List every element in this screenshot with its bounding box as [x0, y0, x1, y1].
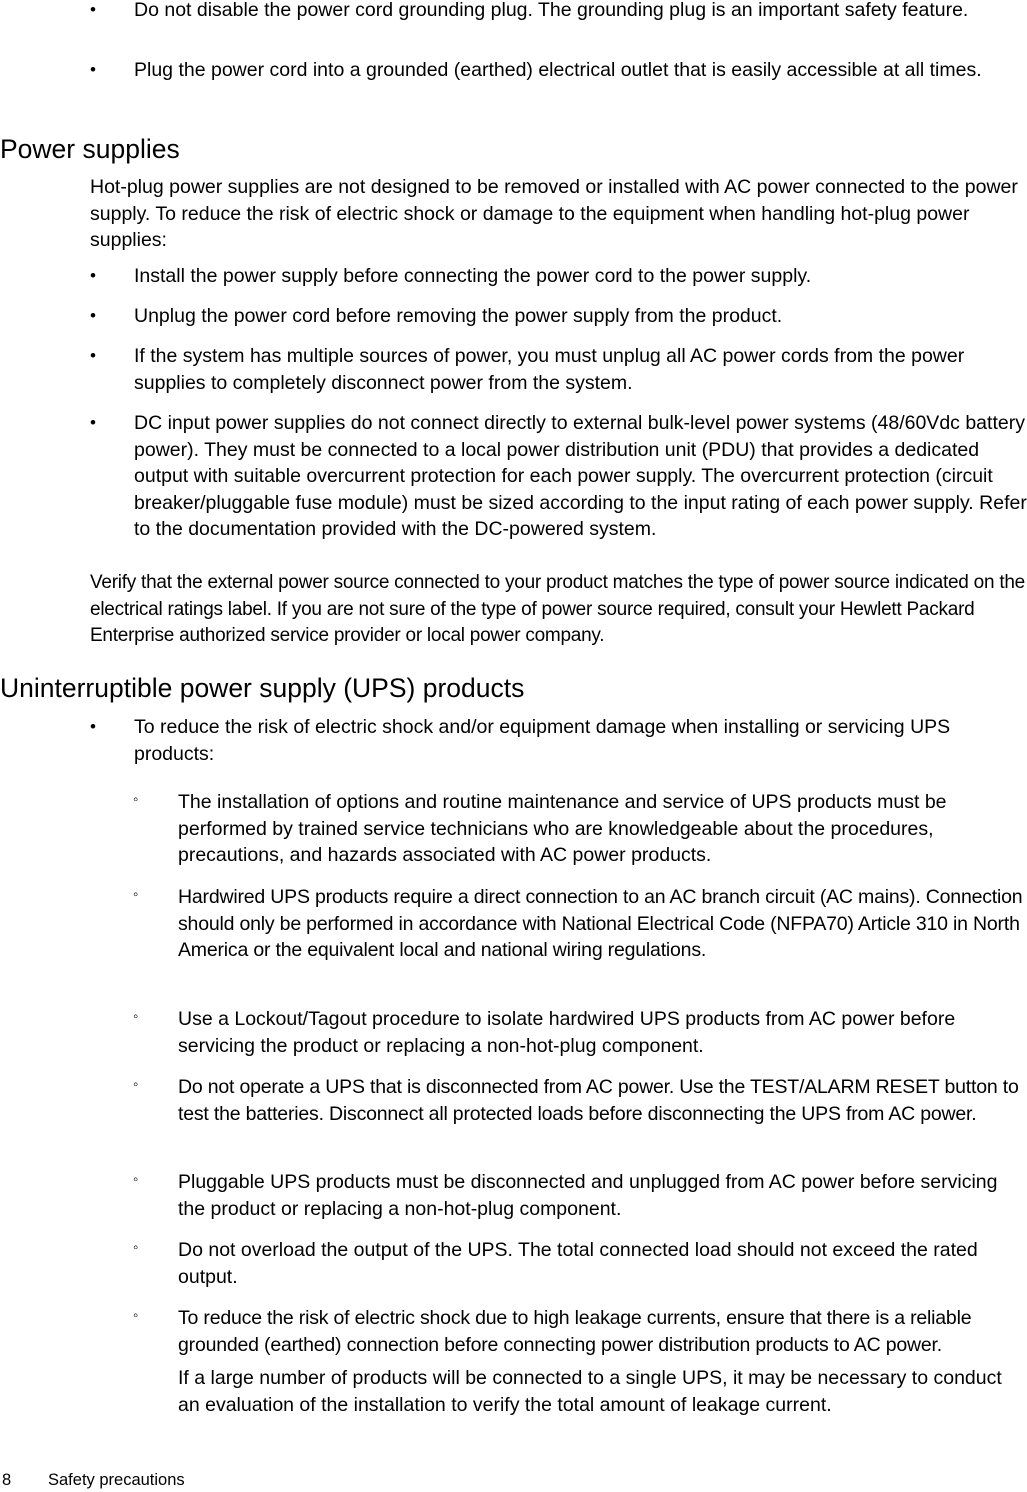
bullet-marker: •	[90, 306, 96, 325]
power-supplies-closing: Verify that the external power source connected to your product matches the type of power source indicated on the electrical ratings label. If you are not sure of the type of power source required, consult your Hewlett Packard Enterprise authorized service provider or local power company.	[90, 572, 1025, 646]
bullet-text: To reduce the risk of electric shock and/or equipment damage when installing or servicing UPS products:	[134, 716, 951, 765]
list-item	[0, 410, 1027, 543]
bullet-text: If the system has multiple sources of power, you must unplug all AC power cords from the power supplies to completely disconnect power from the system.	[134, 345, 965, 394]
footer-section-title: Safety precautions	[48, 1471, 185, 1489]
sub-bullet-text: Hardwired UPS products require a direct connection to an AC branch circuit (AC mains). Connection should only be performed in accordance with National Electrical Code (NFPA70) Article 310 in North America or the equivalent local and national wiring regulations.	[178, 886, 1023, 961]
sub-bullet-note	[0, 1365, 1027, 1418]
sub-bullet-marker: ◦	[133, 1171, 139, 1188]
sub-bullet-marker: ◦	[133, 886, 139, 903]
section-heading-ups: Uninterruptible power supply (UPS) products	[0, 673, 525, 703]
bullet-text: Do not disable the power cord grounding plug. The grounding plug is an important safety feature.	[134, 0, 969, 21]
sub-bullet-text: The installation of options and routine maintenance and service of UPS products must be performed by trained service technicians who are knowledgeable about the procedures, precautions, and hazards associated with AC power products.	[178, 791, 947, 866]
bullet-marker: •	[90, 60, 96, 79]
list-item	[0, 1006, 1027, 1074]
sub-bullet-marker: ◦	[133, 1239, 139, 1256]
list-item	[0, 303, 1027, 343]
list-item	[0, 343, 1027, 410]
list-item	[0, 884, 1027, 1006]
bullet-text: Unplug the power cord before removing the power supply from the product.	[134, 305, 783, 327]
bullet-marker: •	[90, 717, 96, 736]
list-item	[0, 1169, 1027, 1237]
bullet-text: Plug the power cord into a grounded (earthed) electrical outlet that is easily accessible at all times.	[134, 59, 982, 81]
sub-bullet-marker: ◦	[133, 1008, 139, 1025]
list-item	[0, 1074, 1027, 1169]
list-item	[0, 1237, 1027, 1305]
sub-bullet-marker: ◦	[133, 1076, 139, 1093]
sub-bullet-text: Pluggable UPS products must be disconnected and unplugged from AC power before servicing the product or replacing a non-hot-plug component.	[178, 1171, 998, 1220]
sub-bullet-marker: ◦	[133, 791, 139, 808]
list-item	[0, 1305, 1027, 1358]
bullet-marker: •	[90, 413, 96, 432]
sub-bullet-text: Do not operate a UPS that is disconnected from AC power. Use the TEST/ALARM RESET button to test the batteries. Disconnect all protected loads before disconnecting the UPS from AC power.	[178, 1076, 1019, 1125]
page-number: 8	[2, 1471, 12, 1489]
sub-bullet-text: To reduce the risk of electric shock due to high leakage currents, ensure that there is a reliable grounded (earthed) connection before connecting power distribution products to AC power.	[178, 1307, 972, 1356]
ups-bullet-list	[0, 714, 1027, 767]
bullet-marker: •	[90, 346, 96, 365]
bullet-marker: •	[90, 266, 96, 285]
sub-bullet-text: Do not overload the output of the UPS. The total connected load should not exceed the rated output.	[178, 1239, 978, 1288]
list-item	[0, 0, 1027, 57]
top-bullet-list	[0, 0, 1027, 84]
list-item	[0, 263, 1027, 303]
list-item	[0, 714, 1027, 767]
power-supplies-bullet-list	[0, 263, 1027, 543]
ups-sub-bullet-list	[0, 789, 1027, 1418]
list-item	[0, 57, 1027, 84]
bullet-text: Install the power supply before connecting the power cord to the power supply.	[134, 265, 812, 287]
bullet-text: DC input power supplies do not connect directly to external bulk-level power systems (48/60Vdc battery power). They must be connected to a local power distribution unit (PDU) that provides a dedicated output with suitable overcurrent protection for each power supply. The overcurrent protection (circuit breaker/pluggable fuse module) must be sized according to the input rating of each power supply. Refer to the documentation provided with the DC-powered system.	[134, 412, 1027, 540]
sub-bullet-text: Use a Lockout/Tagout procedure to isolate hardwired UPS products from AC power before servicing the product or replacing a non-hot-plug component.	[178, 1008, 956, 1057]
bullet-marker: •	[90, 0, 96, 19]
section-heading-power-supplies: Power supplies	[0, 134, 180, 164]
sub-bullet-note-text: If a large number of products will be connected to a single UPS, it may be necessary to conduct an evaluation of the installation to verify the total amount of leakage current.	[178, 1367, 1002, 1416]
power-supplies-intro: Hot-plug power supplies are not designed to be removed or installed with AC power connected to the power supply. To reduce the risk of electric shock or damage to the equipment when handling hot-plug power supplies:	[90, 176, 1018, 251]
sub-bullet-marker: ◦	[133, 1307, 139, 1324]
list-item	[0, 789, 1027, 884]
